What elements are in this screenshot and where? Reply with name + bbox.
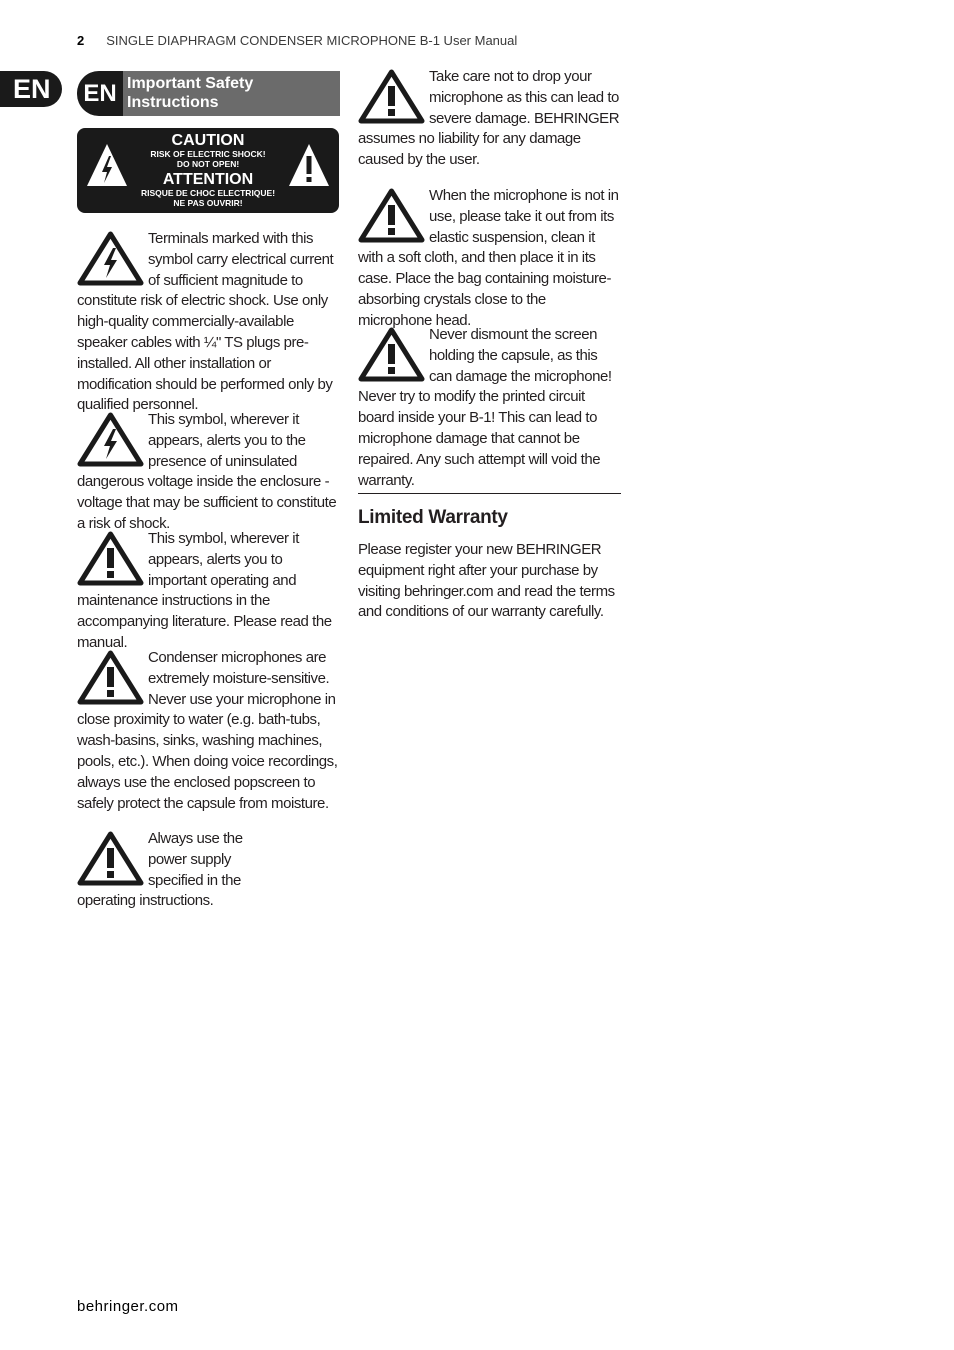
section-title (127, 74, 253, 112)
instruction-text: Condenser microphones are extremely moisture-sensitive. Never use your microphone in close proximity to water (e.g. bath-tubs, wash-basins, sinks, washing machines, pools, etc.). When doing voice recordings, always use the enclosed popscreen to safely protect the capsule from moisture. (77, 649, 338, 812)
safety-instruction (77, 529, 342, 654)
safety-instruction (77, 410, 342, 535)
instruction-text: Always use the power supply specified in the operating instructions. (77, 830, 243, 910)
instruction-text: Terminals marked with this symbol carry electrical current of sufficient magnitude to constitute risk of electric shock. Use only high-quality commercially-available speaker cables with ¼" TS plugs pre-installed. All other installation or modification should be performed only by qualified personnel. (77, 230, 334, 414)
section-title-bar (77, 71, 340, 116)
section-title-line1: Important Safety (127, 75, 254, 92)
section-title-line2: Instructions (127, 94, 219, 111)
attention-heading: ATTENTION (162, 171, 254, 188)
lightning-warning-icon (77, 231, 144, 286)
caution-line-2: DO NOT OPEN! (176, 159, 240, 169)
instruction-text: Never dismount the screen holding the capsule, as this can damage the microphone! Never try to modify the printed circuit board inside your B-1! This can lead to microphone damage that cannot be repaired. Any such attempt will void the warranty. (358, 326, 612, 489)
lightning-warning-icon (77, 412, 144, 467)
caution-label (77, 128, 339, 213)
warranty-heading: Limited Warranty (358, 507, 508, 528)
safety-instruction (77, 229, 342, 416)
exclamation-warning-icon (77, 831, 144, 886)
caution-line-1: RISK OF ELECTRIC SHOCK! (150, 149, 266, 159)
caution-heading: CAUTION (171, 132, 245, 149)
exclamation-warning-icon (358, 69, 425, 124)
warranty-text: Please register your new BEHRINGER equipment right after your purchase by visiting behringer.com and read the terms and conditions of our warranty carefully. (358, 541, 615, 621)
manual-title: SINGLE DIAPHRAGM CONDENSER MICROPHONE B-1 User Manual (106, 33, 518, 48)
exclamation-warning-icon (358, 327, 425, 382)
instruction-text: Take care not to drop your microphone as this can lead to severe damage. BEHRINGER assumes no liability for any damage caused by the user. (358, 68, 620, 169)
attention-line-2: NE PAS OUVRIR! (173, 198, 243, 208)
safety-instruction (358, 186, 622, 332)
safety-instruction (77, 829, 342, 912)
safety-instruction (358, 67, 622, 171)
section-divider (358, 493, 621, 494)
instruction-text: This symbol, wherever it appears, alerts you to important operating and maintenance instructions in the accompanying literature. Please read the manual. (77, 530, 332, 651)
section-language-badge: EN (77, 71, 123, 116)
behringer-logo: behringer.com (77, 1298, 179, 1315)
page-number: 2 (77, 33, 85, 48)
page-header (77, 33, 517, 48)
exclamation-warning-icon (77, 531, 144, 586)
warranty-text-block (358, 540, 622, 623)
exclamation-warning-icon (77, 650, 144, 705)
safety-instruction (77, 648, 342, 814)
instruction-text: When the microphone is not in use, please take it out from its elastic suspension, clean it with a soft cloth, and then place it in its case. Place the bag containing moisture-absorbing crystals close to the microphone head. (358, 187, 619, 329)
instruction-text: This symbol, wherever it appears, alerts you to the presence of uninsulated dangerous voltage inside the enclosure - voltage that may be sufficient to constitute a risk of shock. (77, 411, 337, 532)
safety-instruction (358, 325, 622, 491)
language-tab: EN (0, 71, 62, 107)
attention-line-1: RISQUE DE CHOC ELECTRIQUE! (140, 188, 276, 198)
exclamation-warning-icon (358, 188, 425, 243)
